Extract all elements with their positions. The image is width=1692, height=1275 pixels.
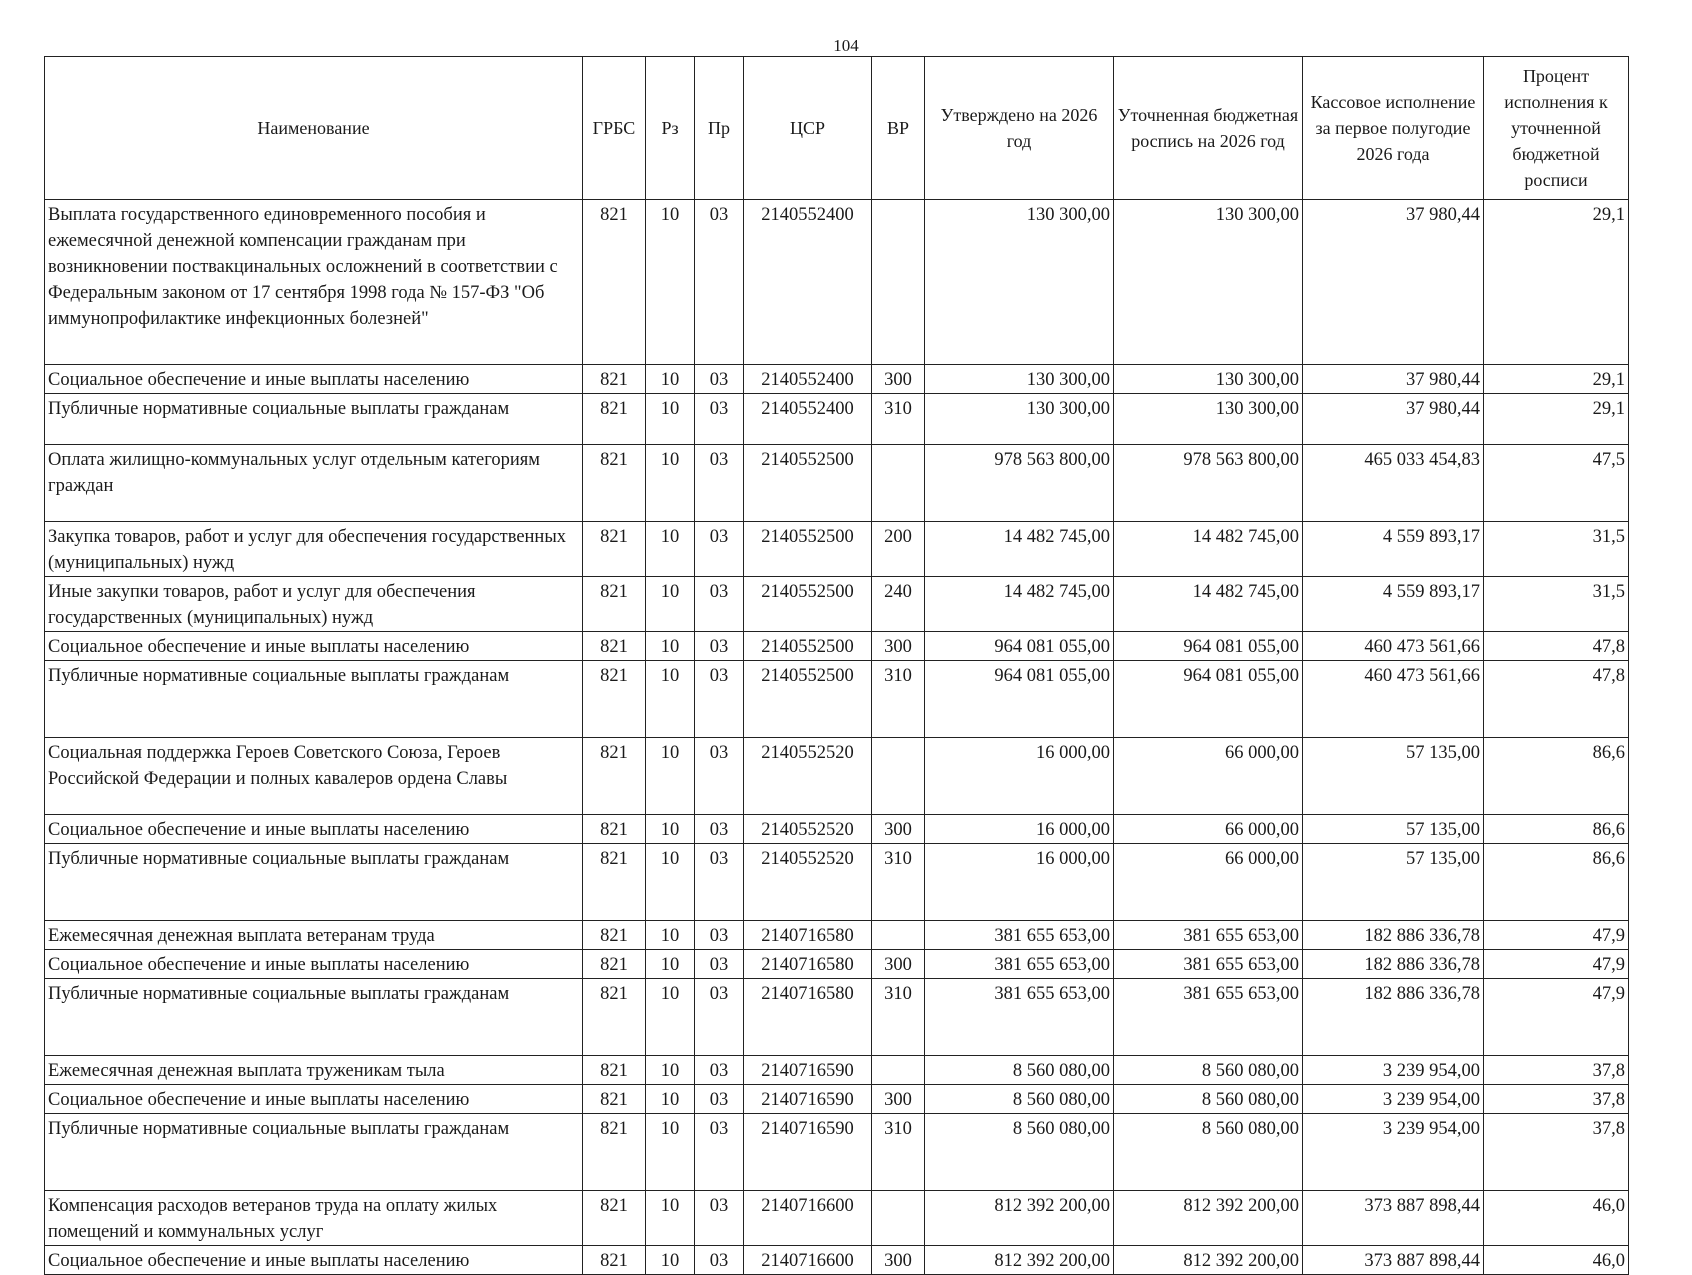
cell-name: Закупка товаров, работ и услуг для обеспечения государственных (муниципальных) нужд <box>45 522 583 577</box>
cell-name: Иные закупки товаров, работ и услуг для обеспечения государственных (муниципальных) нужд <box>45 577 583 632</box>
table-header-row <box>45 57 1629 200</box>
cell-csr: 2140716600 <box>744 1246 872 1275</box>
header-percent: Процент исполнения к уточненной бюджетной росписи <box>1484 57 1629 200</box>
table-row <box>45 921 1629 950</box>
cell-vr: 310 <box>872 844 925 921</box>
cell-vr: 310 <box>872 1114 925 1191</box>
cell-rz: 10 <box>646 738 695 815</box>
cell-cash: 373 887 898,44 <box>1303 1246 1484 1275</box>
cell-pr: 03 <box>695 979 744 1056</box>
cell-percent: 47,8 <box>1484 661 1629 738</box>
cell-cash: 182 886 336,78 <box>1303 921 1484 950</box>
cell-csr: 2140552520 <box>744 738 872 815</box>
cell-rz: 10 <box>646 445 695 522</box>
cell-refined: 14 482 745,00 <box>1114 577 1303 632</box>
cell-csr: 2140716580 <box>744 979 872 1056</box>
cell-percent: 29,1 <box>1484 394 1629 445</box>
cell-approved: 381 655 653,00 <box>925 950 1114 979</box>
cell-approved: 14 482 745,00 <box>925 577 1114 632</box>
cell-approved: 14 482 745,00 <box>925 522 1114 577</box>
cell-percent: 31,5 <box>1484 522 1629 577</box>
cell-name: Публичные нормативные социальные выплаты гражданам <box>45 1114 583 1191</box>
cell-grbs: 821 <box>583 844 646 921</box>
cell-refined: 14 482 745,00 <box>1114 522 1303 577</box>
cell-approved: 130 300,00 <box>925 394 1114 445</box>
cell-approved: 381 655 653,00 <box>925 921 1114 950</box>
table-row <box>45 1191 1629 1246</box>
cell-vr: 240 <box>872 577 925 632</box>
cell-approved: 130 300,00 <box>925 365 1114 394</box>
cell-vr: 310 <box>872 979 925 1056</box>
cell-pr: 03 <box>695 365 744 394</box>
cell-vr: 300 <box>872 950 925 979</box>
cell-pr: 03 <box>695 1085 744 1114</box>
cell-cash: 57 135,00 <box>1303 738 1484 815</box>
cell-percent: 86,6 <box>1484 844 1629 921</box>
cell-rz: 10 <box>646 577 695 632</box>
cell-name: Публичные нормативные социальные выплаты гражданам <box>45 394 583 445</box>
cell-name: Социальное обеспечение и иные выплаты населению <box>45 632 583 661</box>
cell-csr: 2140716580 <box>744 921 872 950</box>
cell-refined: 964 081 055,00 <box>1114 632 1303 661</box>
cell-csr: 2140716590 <box>744 1114 872 1191</box>
table-row <box>45 815 1629 844</box>
cell-percent: 46,0 <box>1484 1246 1629 1275</box>
cell-rz: 10 <box>646 1191 695 1246</box>
cell-name: Ежемесячная денежная выплата ветеранам труда <box>45 921 583 950</box>
header-csr: ЦСР <box>744 57 872 200</box>
table-row <box>45 365 1629 394</box>
cell-percent: 47,8 <box>1484 632 1629 661</box>
cell-cash: 4 559 893,17 <box>1303 522 1484 577</box>
header-name: Наименование <box>45 57 583 200</box>
cell-rz: 10 <box>646 1085 695 1114</box>
cell-percent: 29,1 <box>1484 365 1629 394</box>
cell-approved: 812 392 200,00 <box>925 1246 1114 1275</box>
cell-pr: 03 <box>695 738 744 815</box>
cell-grbs: 821 <box>583 661 646 738</box>
cell-grbs: 821 <box>583 365 646 394</box>
cell-cash: 465 033 454,83 <box>1303 445 1484 522</box>
table-row <box>45 394 1629 445</box>
cell-vr <box>872 921 925 950</box>
cell-rz: 10 <box>646 522 695 577</box>
cell-rz: 10 <box>646 950 695 979</box>
cell-vr <box>872 1056 925 1085</box>
cell-refined: 8 560 080,00 <box>1114 1114 1303 1191</box>
cell-approved: 964 081 055,00 <box>925 661 1114 738</box>
cell-grbs: 821 <box>583 445 646 522</box>
cell-csr: 2140552400 <box>744 365 872 394</box>
cell-csr: 2140552400 <box>744 394 872 445</box>
cell-percent: 47,9 <box>1484 921 1629 950</box>
header-refined: Уточненная бюджетная роспись на 2026 год <box>1114 57 1303 200</box>
cell-grbs: 821 <box>583 815 646 844</box>
cell-cash: 3 239 954,00 <box>1303 1114 1484 1191</box>
header-vr: ВР <box>872 57 925 200</box>
table-row <box>45 445 1629 522</box>
cell-grbs: 821 <box>583 1085 646 1114</box>
cell-rz: 10 <box>646 365 695 394</box>
cell-approved: 978 563 800,00 <box>925 445 1114 522</box>
cell-grbs: 821 <box>583 1246 646 1275</box>
cell-percent: 47,5 <box>1484 445 1629 522</box>
cell-grbs: 821 <box>583 979 646 1056</box>
cell-vr: 300 <box>872 815 925 844</box>
table-body <box>45 200 1629 1275</box>
cell-grbs: 821 <box>583 577 646 632</box>
cell-rz: 10 <box>646 844 695 921</box>
cell-approved: 381 655 653,00 <box>925 979 1114 1056</box>
cell-pr: 03 <box>695 445 744 522</box>
cell-grbs: 821 <box>583 738 646 815</box>
cell-percent: 37,8 <box>1484 1085 1629 1114</box>
cell-grbs: 821 <box>583 921 646 950</box>
cell-cash: 3 239 954,00 <box>1303 1056 1484 1085</box>
cell-approved: 16 000,00 <box>925 844 1114 921</box>
cell-csr: 2140716590 <box>744 1085 872 1114</box>
cell-grbs: 821 <box>583 1114 646 1191</box>
cell-percent: 31,5 <box>1484 577 1629 632</box>
cell-approved: 8 560 080,00 <box>925 1056 1114 1085</box>
table-row <box>45 844 1629 921</box>
cell-pr: 03 <box>695 950 744 979</box>
cell-percent: 46,0 <box>1484 1191 1629 1246</box>
cell-csr: 2140552500 <box>744 577 872 632</box>
cell-pr: 03 <box>695 522 744 577</box>
cell-cash: 182 886 336,78 <box>1303 979 1484 1056</box>
cell-vr <box>872 1191 925 1246</box>
cell-refined: 381 655 653,00 <box>1114 921 1303 950</box>
cell-percent: 86,6 <box>1484 738 1629 815</box>
cell-refined: 66 000,00 <box>1114 738 1303 815</box>
cell-name: Выплата государственного единовременного пособия и ежемесячной денежной компенсации гражданам при возникновении поствакцинальных осложнений в соответствии с Федеральным законом от 17 сентября 1998 года № 157-ФЗ "Об иммунопрофилактике инфекционных болезней" <box>45 200 583 365</box>
cell-refined: 381 655 653,00 <box>1114 950 1303 979</box>
cell-csr: 2140552520 <box>744 815 872 844</box>
cell-vr: 310 <box>872 661 925 738</box>
cell-refined: 964 081 055,00 <box>1114 661 1303 738</box>
cell-cash: 182 886 336,78 <box>1303 950 1484 979</box>
cell-grbs: 821 <box>583 1191 646 1246</box>
cell-csr: 2140716600 <box>744 1191 872 1246</box>
cell-pr: 03 <box>695 1114 744 1191</box>
table-row <box>45 1246 1629 1275</box>
header-rz: Рз <box>646 57 695 200</box>
cell-csr: 2140716590 <box>744 1056 872 1085</box>
cell-vr: 300 <box>872 632 925 661</box>
page-number: 104 <box>833 36 859 55</box>
cell-grbs: 821 <box>583 522 646 577</box>
cell-cash: 57 135,00 <box>1303 815 1484 844</box>
table-row <box>45 738 1629 815</box>
cell-vr <box>872 200 925 365</box>
cell-percent: 37,8 <box>1484 1114 1629 1191</box>
cell-rz: 10 <box>646 1056 695 1085</box>
cell-vr: 300 <box>872 1246 925 1275</box>
cell-approved: 812 392 200,00 <box>925 1191 1114 1246</box>
cell-approved: 8 560 080,00 <box>925 1114 1114 1191</box>
cell-csr: 2140552500 <box>744 632 872 661</box>
cell-grbs: 821 <box>583 394 646 445</box>
cell-rz: 10 <box>646 632 695 661</box>
cell-refined: 130 300,00 <box>1114 394 1303 445</box>
cell-vr: 200 <box>872 522 925 577</box>
cell-cash: 373 887 898,44 <box>1303 1191 1484 1246</box>
cell-rz: 10 <box>646 815 695 844</box>
cell-cash: 37 980,44 <box>1303 365 1484 394</box>
cell-name: Публичные нормативные социальные выплаты гражданам <box>45 844 583 921</box>
cell-pr: 03 <box>695 200 744 365</box>
cell-approved: 8 560 080,00 <box>925 1085 1114 1114</box>
cell-rz: 10 <box>646 200 695 365</box>
cell-name: Публичные нормативные социальные выплаты гражданам <box>45 979 583 1056</box>
cell-percent: 47,9 <box>1484 979 1629 1056</box>
cell-cash: 460 473 561,66 <box>1303 661 1484 738</box>
cell-csr: 2140552500 <box>744 661 872 738</box>
cell-vr: 310 <box>872 394 925 445</box>
cell-pr: 03 <box>695 1056 744 1085</box>
cell-approved: 964 081 055,00 <box>925 632 1114 661</box>
cell-vr <box>872 738 925 815</box>
cell-pr: 03 <box>695 1191 744 1246</box>
cell-pr: 03 <box>695 394 744 445</box>
cell-name: Социальное обеспечение и иные выплаты населению <box>45 950 583 979</box>
cell-rz: 10 <box>646 979 695 1056</box>
cell-vr: 300 <box>872 365 925 394</box>
table-row <box>45 1085 1629 1114</box>
cell-approved: 16 000,00 <box>925 815 1114 844</box>
cell-rz: 10 <box>646 1246 695 1275</box>
header-grbs: ГРБС <box>583 57 646 200</box>
cell-rz: 10 <box>646 394 695 445</box>
cell-pr: 03 <box>695 632 744 661</box>
cell-name: Социальное обеспечение и иные выплаты населению <box>45 365 583 394</box>
cell-pr: 03 <box>695 1246 744 1275</box>
table-row <box>45 661 1629 738</box>
cell-rz: 10 <box>646 921 695 950</box>
cell-grbs: 821 <box>583 200 646 365</box>
cell-refined: 812 392 200,00 <box>1114 1246 1303 1275</box>
table-row <box>45 632 1629 661</box>
cell-refined: 381 655 653,00 <box>1114 979 1303 1056</box>
cell-csr: 2140716580 <box>744 950 872 979</box>
cell-csr: 2140552400 <box>744 200 872 365</box>
cell-refined: 130 300,00 <box>1114 365 1303 394</box>
cell-name: Социальная поддержка Героев Советского Союза, Героев Российской Федерации и полных кавалеров ордена Славы <box>45 738 583 815</box>
cell-refined: 66 000,00 <box>1114 844 1303 921</box>
cell-rz: 10 <box>646 661 695 738</box>
cell-refined: 130 300,00 <box>1114 200 1303 365</box>
cell-vr: 300 <box>872 1085 925 1114</box>
cell-percent: 86,6 <box>1484 815 1629 844</box>
cell-approved: 16 000,00 <box>925 738 1114 815</box>
cell-name: Публичные нормативные социальные выплаты гражданам <box>45 661 583 738</box>
cell-refined: 812 392 200,00 <box>1114 1191 1303 1246</box>
cell-cash: 57 135,00 <box>1303 844 1484 921</box>
cell-pr: 03 <box>695 815 744 844</box>
cell-refined: 8 560 080,00 <box>1114 1085 1303 1114</box>
table-row <box>45 1114 1629 1191</box>
cell-refined: 8 560 080,00 <box>1114 1056 1303 1085</box>
cell-csr: 2140552500 <box>744 445 872 522</box>
cell-pr: 03 <box>695 577 744 632</box>
cell-cash: 37 980,44 <box>1303 200 1484 365</box>
cell-cash: 4 559 893,17 <box>1303 577 1484 632</box>
cell-grbs: 821 <box>583 1056 646 1085</box>
table-row <box>45 200 1629 365</box>
header-cash: Кассовое исполнение за первое полугодие 2026 года <box>1303 57 1484 200</box>
cell-name: Социальное обеспечение и иные выплаты населению <box>45 815 583 844</box>
cell-cash: 460 473 561,66 <box>1303 632 1484 661</box>
cell-pr: 03 <box>695 921 744 950</box>
cell-rz: 10 <box>646 1114 695 1191</box>
table-row <box>45 577 1629 632</box>
budget-table <box>44 56 1629 1275</box>
header-approved: Утверждено на 2026 год <box>925 57 1114 200</box>
cell-approved: 130 300,00 <box>925 200 1114 365</box>
cell-percent: 47,9 <box>1484 950 1629 979</box>
cell-grbs: 821 <box>583 632 646 661</box>
cell-name: Социальное обеспечение и иные выплаты населению <box>45 1246 583 1275</box>
cell-grbs: 821 <box>583 950 646 979</box>
cell-name: Ежемесячная денежная выплата труженикам тыла <box>45 1056 583 1085</box>
cell-refined: 978 563 800,00 <box>1114 445 1303 522</box>
cell-pr: 03 <box>695 661 744 738</box>
table-row <box>45 950 1629 979</box>
cell-cash: 3 239 954,00 <box>1303 1085 1484 1114</box>
cell-cash: 37 980,44 <box>1303 394 1484 445</box>
cell-pr: 03 <box>695 844 744 921</box>
header-pr: Пр <box>695 57 744 200</box>
cell-percent: 29,1 <box>1484 200 1629 365</box>
cell-csr: 2140552520 <box>744 844 872 921</box>
cell-csr: 2140552500 <box>744 522 872 577</box>
table-row <box>45 1056 1629 1085</box>
cell-name: Социальное обеспечение и иные выплаты населению <box>45 1085 583 1114</box>
table-row <box>45 522 1629 577</box>
cell-percent: 37,8 <box>1484 1056 1629 1085</box>
cell-name: Оплата жилищно-коммунальных услуг отдельным категориям граждан <box>45 445 583 522</box>
cell-name: Компенсация расходов ветеранов труда на оплату жилых помещений и коммунальных услуг <box>45 1191 583 1246</box>
cell-refined: 66 000,00 <box>1114 815 1303 844</box>
cell-vr <box>872 445 925 522</box>
table-row <box>45 979 1629 1056</box>
